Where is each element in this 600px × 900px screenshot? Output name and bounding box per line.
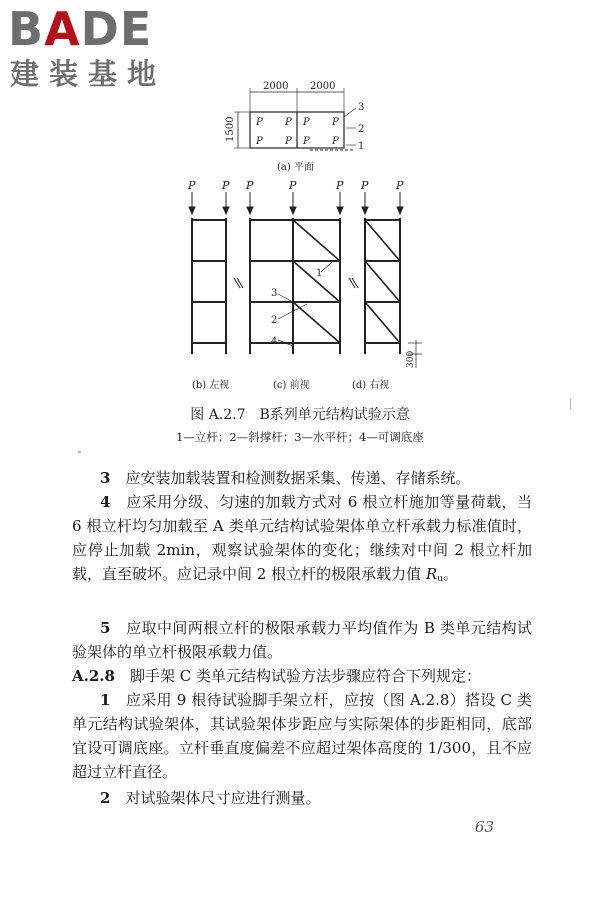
plan-load-3: P — [303, 117, 310, 128]
paragraph-a28-1: 1 应采用 9 根待试验脚手架立杆，应按（图 A.2.8）搭设 C 类单元结构试验架体，其试验架体步距应与实际架体的步距相同，底部宜设可调底座。立杆垂直度偏差不应超过架体高度的 1/300，且不应超过立杆直径。 — [72, 691, 532, 781]
brand-logo — [6, 4, 181, 94]
caption-right: (d) 右视 — [352, 380, 390, 391]
plan-load-4: P — [332, 117, 339, 128]
part-label-4: 4 — [271, 336, 278, 347]
part-label-1: 1 — [316, 268, 323, 279]
plan-load-6: P — [285, 136, 292, 147]
load-b2: P — [222, 179, 230, 192]
left-view — [192, 218, 243, 354]
load-arrows — [189, 192, 403, 214]
load-d1: P — [361, 179, 369, 192]
plan-label-3: 3 — [358, 102, 365, 113]
part-label-3: 3 — [271, 288, 278, 299]
plan-load-1: P — [256, 117, 263, 128]
load-c3: P — [336, 179, 344, 192]
logo-wordmark: BADE — [8, 2, 153, 56]
load-b1: P — [188, 179, 196, 192]
paragraph-4: 4 应采用分级、匀速的加载方式对 6 根立杆施加等量荷载，当 6 根立杆均匀加载至 A 类单元结构试验架体单立杆承载力标准值时，应停止加载 2min，观察试验架体的变化；继续对中间 2 根立杆加载，直至破坏。应记录中间 2 根立杆的极限承载力值 $R_u$。 — [72, 493, 532, 584]
plan-dim-3: 1500 — [225, 116, 236, 142]
plan-dim-2: 2000 — [310, 81, 336, 92]
front-view — [250, 218, 358, 354]
paragraph-3: 3 应安装加载装置和检测数据采集、传递、存储系统。 — [100, 469, 471, 487]
figure-a27 — [160, 78, 450, 443]
plan-load-5: P — [256, 136, 263, 147]
load-c2: P — [289, 179, 297, 192]
margin-mark — [570, 398, 571, 410]
plan-label-2: 2 — [358, 124, 365, 135]
paragraph-a28-2: 2 对试验架体尺寸应进行测量。 — [100, 789, 321, 807]
load-c1: P — [246, 179, 254, 192]
plan-label-1: 1 — [358, 141, 365, 152]
elevation-dim: 300 — [406, 350, 416, 368]
figure-caption: 图 A.2.7 B系列单元结构试验示意 — [190, 407, 410, 423]
figure-legend: 1—立杆；2—斜撑杆；3—水平杆；4—可调底座 — [176, 430, 424, 444]
page-number: 63 — [474, 818, 494, 836]
logo-subtitle: 建装基地 — [10, 57, 167, 91]
plan-load-2: P — [285, 117, 292, 128]
part-label-2: 2 — [271, 315, 278, 326]
section-a28: A.2.8 脚手架 C 类单元结构试验方法步骤应符合下列规定： — [72, 667, 481, 685]
plan-load-8: P — [332, 136, 339, 147]
plan-dim-1: 2000 — [263, 81, 289, 92]
paragraph-5: 5 应取中间两根立杆的极限承载力平均值作为 B 类单元结构试验架体的单立杆极限承载力值。 — [72, 619, 532, 661]
right-view — [365, 218, 422, 368]
plan-load-7: P — [303, 136, 310, 147]
caption-plan: (a) 平面 — [277, 162, 314, 173]
caption-left: (b) 左视 — [192, 380, 230, 391]
caption-front: (c) 前视 — [273, 380, 310, 391]
scan-dot — [78, 451, 81, 453]
load-d2: P — [396, 179, 404, 192]
